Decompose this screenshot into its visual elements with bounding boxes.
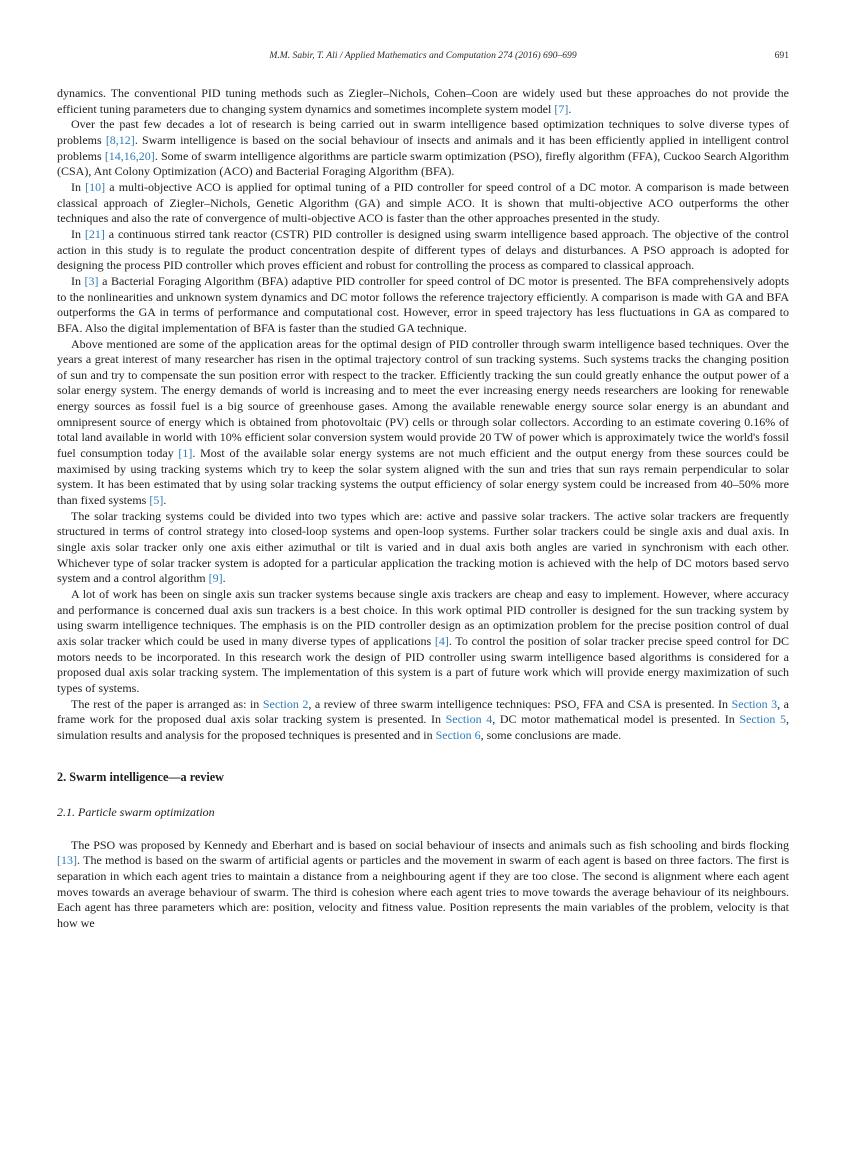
section-link[interactable]: Section 3 (731, 696, 778, 711)
citation-link[interactable]: [10] (85, 179, 106, 194)
body-paragraph: In [21] a continuous stirred tank reactor (CSTR) PID controller is designed using swarm intelligence based approach. The objective of the control action in this study is to regulate the product concentration despite of different types of delays and disturbances. A PSO approach is adopted for designing the process PID controller which proves efficient and robust for controlling the process as compared to classical approach. (57, 226, 789, 273)
section-link[interactable]: Section 6 (435, 727, 481, 742)
citation-link[interactable]: [7] (554, 101, 569, 116)
section-heading: 2. Swarm intelligence—a review (57, 769, 224, 784)
intro-paragraphs (57, 86, 789, 744)
running-header (57, 50, 789, 62)
body-paragraph: In [3] a Bacterial Foraging Algorithm (BFA) adaptive PID controller for speed control of DC motor is presented. The BFA comprehensively adopts to the nonlinearities and unknown system dynamics and DC motor follows the reference trajectory efficiently. A comparison is made with GA and BFA outperforms the GA in terms of performance and computational cost. However, error in speed trajectory has less fluctuations in GA as compared to BFA. Also the digital implementation of BFA is faster than the studied GA technique. (57, 273, 789, 335)
section2-paragraphs (57, 838, 789, 932)
body-paragraph: In [10] a multi-objective ACO is applied for optimal tuning of a PID controller for speed control of a DC motor. A comparison is made between classical approach of Ziegler–Nichols, Genetic Algorithm (GA) and simple ACO. It is shown that multi-objective ACO outperforms the other techniques and also the rate of convergence of multi-objective ACO is faster than the other approaches presented in the study. (57, 179, 789, 226)
citation-link[interactable]: [8,12] (105, 132, 135, 147)
page-number: 691 (774, 50, 789, 61)
section-link[interactable]: Section 5 (739, 712, 786, 727)
citation-link[interactable]: [21] (84, 226, 105, 241)
body-paragraph: The rest of the paper is arranged as: in Section 2, a review of three swarm intelligence techniques: PSO, FFA and CSA is presented. In Section 3, a frame work for the proposed dual axis solar tracking system is presented. In Section 4, DC motor mathematical model is presented. In Section 5, simulation results and analysis for the proposed techniques is presented and in Section 6, some conclusions are made. (57, 696, 789, 742)
section-link[interactable]: Section 2 (262, 696, 309, 711)
citation-link[interactable]: [5] (149, 493, 164, 508)
citation-link[interactable]: [1] (178, 446, 193, 461)
citation-link[interactable]: [14,16,20] (104, 148, 155, 163)
citation-link[interactable]: [4] (434, 633, 449, 648)
body-paragraph: The solar tracking systems could be divided into two types which are: active and passive solar trackers. The active solar trackers are frequently structured in terms of control strategy into closed-loop systems and open-loop systems. Further solar trackers could be single axis and dual axis. In single axis solar tracker only one axis either azimuthal or tilt is varied and in dual axis both angles are varied in synchronism with each other. Whichever type of solar tracker system is adopted for a particular application the tracking motion is achieved with the help of DC motors based servo system and a control algorithm [9]. (57, 508, 789, 586)
body-paragraph: Above mentioned are some of the application areas for the optimal design of PID controller through swarm intelligence based techniques. Over the years a great interest of many researcher has risen in the optimal trajectory control of sun tracking systems. Such systems tracks the changing position of sun and try to compensate the sun position error with respect to the tracker. Efficiently tracking the sun could greatly enhance the output power of a solar energy system. The energy demands of world is increasing and to meet the ever increasing energy needs researchers are looking for renewable energy sources as fossil fuel is a big source of greenhouse gases. Among the available renewable energy source solar energy is an abundant and omnipresent source of energy which is obtained from photovoltaic (PV) cells or through solar collectors. According to an estimate covering 0.16% of total land available in world with 10% efficient solar conversion system would provide 20 TW of power which is approximately twice the world's fossil fuel consumption today [1]. Most of the available solar energy systems are not much efficient and the output energy from these sources could be maximised by using tracking systems which try to keep the solar system aligned with the sun and tries that sun rays remain perpendicular to solar system. It has been estimated that by using solar tracking systems the output efficiency of solar energy system could be increased from 40–50% more than fixed systems [5]. (57, 336, 789, 508)
citation-link[interactable]: [9] (208, 571, 223, 586)
citation-link[interactable]: [13] (57, 853, 77, 868)
citation-link[interactable]: [3] (84, 273, 99, 288)
running-title: M.M. Sabir, T. Ali / Applied Mathematics and Computation 274 (2016) 690–699 (269, 50, 577, 61)
body-paragraph: dynamics. The conventional PID tuning methods such as Ziegler–Nichols, Cohen–Coon are widely used but these approaches do not provide the efficient tuning parameters due to changing system dynamics and sometimes incomplete system model [7]. (57, 86, 789, 116)
article-body (57, 86, 789, 932)
section-link[interactable]: Section 4 (445, 712, 493, 727)
body-paragraph: The PSO was proposed by Kennedy and Eberhart and is based on social behaviour of insects and animals such as fish schooling and birds flocking [13]. The method is based on the swarm of artificial agents or particles and the movement in swarm of each agent is based on three factors. The first is separation in which each agent tries to maintain a distance from a neighbouring agent if they are too close. The second is alignment where each agent moves towards an average behaviour of swarm. The third is cohesion where each agent tries to move towards the average behaviour of its neighbours. Each agent has three parameters which are: position, velocity and fitness value. Position represents the main variables of the problem, velocity is that how we (57, 837, 789, 930)
body-paragraph: A lot of work has been on single axis sun tracker systems because single axis trackers are cheap and easy to implement. However, where accuracy and performance is concerned dual axis sun trackers is a best choice. In this work optimal PID controller is designed for the sun tracking system by using swarm intelligence techniques. The emphasis is on the PID controller design as an optimization problem for the precise position control of dual axis solar tracker which could be used in many diverse types of applications [4]. To control the position of solar tracker precise speed control for DC motors needs to be incorporated. In this research work the design of PID controller using swarm intelligence based algorithms is considered for a proposed dual axis solar tracking system. The implementation of this system is a part of future work which will provide energy maximization of such types of systems. (57, 587, 789, 695)
body-paragraph: Over the past few decades a lot of research is being carried out in swarm intelligence based optimization techniques to solve diverse types of problems [8,12]. Swarm intelligence is based on the social behaviour of insects and animals and it has been efficiently applied in intelligent control problems [14,16,20]. Some of swarm intelligence algorithms are particle swarm optimization (PSO), firefly algorithm (FFA), Cuckoo Search Algorithm (CSA), Ant Colony Optimization (ACO) and Bacterial Foraging Algorithm (BFA). (57, 117, 789, 179)
subsection-heading: 2.1. Particle swarm optimization (57, 804, 215, 819)
